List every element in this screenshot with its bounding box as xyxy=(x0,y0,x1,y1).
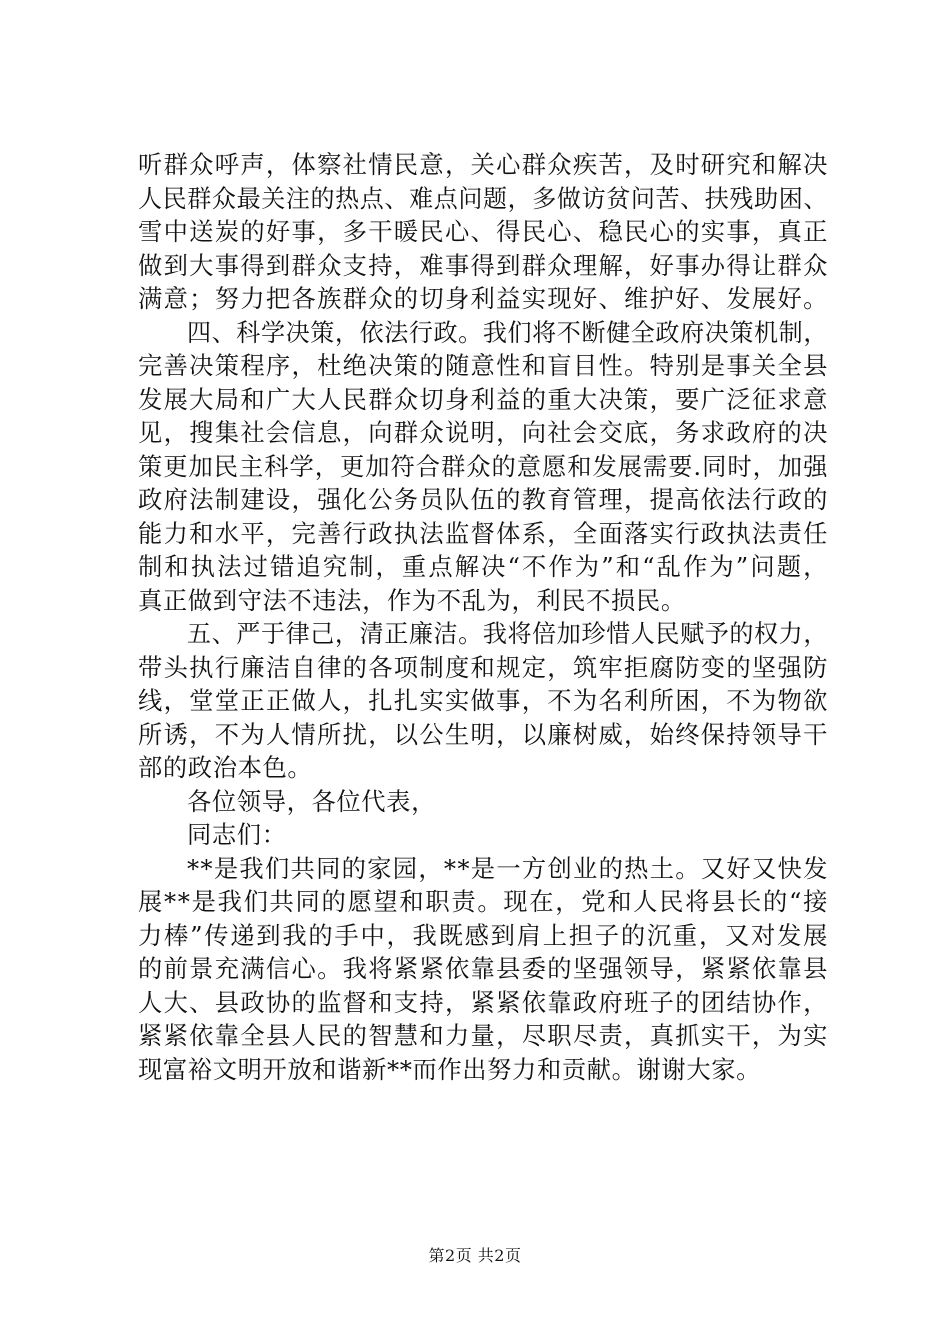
text-line: 见，搜集社会信息，向群众说明，向社会交底，务求政府的决 xyxy=(138,418,829,447)
salutation-line: 同志们： xyxy=(187,820,287,849)
paragraph-start-line: **是我们共同的家园，**是一方创业的热土。又好又快发 xyxy=(187,853,829,883)
text-line: 满意；努力把各族群众的切身利益实现好、维护好、发展好。 xyxy=(138,284,829,313)
text-line: 完善决策程序，杜绝决策的随意性和盲目性。特别是事关全县 xyxy=(138,351,829,380)
text-line: 政府法制建设，强化公务员队伍的教育管理，提高依法行政的 xyxy=(138,485,829,514)
text-line: 听群众呼声，体察社情民意，关心群众疾苦，及时研究和解决 xyxy=(138,150,829,179)
document-body xyxy=(138,148,828,1086)
text-line: 力棒”传递到我的手中，我既感到肩上担子的沉重，又对发展 xyxy=(138,920,830,950)
text-line: 现富裕文明开放和谐新**而作出努力和贡献。谢谢大家。 xyxy=(138,1054,762,1084)
text-line: 策更加民主科学，更加符合群众的意愿和发展需要.同时，加强 xyxy=(138,451,829,481)
text-line: 紧紧依靠全县人民的智慧和力量，尽职尽责，真抓实干，为实 xyxy=(138,1021,829,1050)
text-line: 的前景充满信心。我将紧紧依靠县委的坚强领导，紧紧依靠县 xyxy=(138,954,829,983)
text-line: 发展大局和广大人民群众切身利益的重大决策，要广泛征求意 xyxy=(138,384,829,414)
page-number-footer: 第2页 共2页 xyxy=(428,1246,522,1265)
text-line: 制和执法过错追究制，重点解决“不作为”和“乱作为”问题， xyxy=(138,552,830,581)
text-line: 真正做到守法不违法，作为不乱为，利民不损民。 xyxy=(138,585,686,615)
paragraph-start-line: 四、科学决策，依法行政。我们将不断健全政府决策机制， xyxy=(187,317,828,347)
text-line: 带头执行廉洁自律的各项制度和规定，筑牢拒腐防变的坚强防 xyxy=(138,652,829,682)
text-line: 雪中送炭的好事，多干暖民心、得民心、稳民心的实事，真正 xyxy=(138,217,829,246)
text-line: 所诱，不为人情所扰，以公生明，以廉树威，始终保持领导干 xyxy=(138,719,829,749)
text-line: 线，堂堂正正做人，扎扎实实做事，不为名利所困，不为物欲 xyxy=(138,686,829,715)
text-line: 做到大事得到群众支持，难事得到群众理解，好事办得让群众 xyxy=(138,250,829,280)
text-line: 人大、县政协的监督和支持，紧紧依靠政府班子的团结协作， xyxy=(138,987,829,1017)
text-line: 人民群众最关注的热点、难点问题，多做访贫问苦、扶残助困、 xyxy=(138,183,828,213)
text-line: 展**是我们共同的愿望和职责。现在，党和人民将县长的“接 xyxy=(138,887,830,916)
text-line: 能力和水平，完善行政执法监督体系，全面落实行政执法责任 xyxy=(138,518,829,548)
salutation-line: 各位领导，各位代表， xyxy=(187,786,436,816)
paragraph-start-line: 五、严于律己，清正廉洁。我将倍加珍惜人民赋予的权力， xyxy=(187,619,828,648)
text-line: 部的政治本色。 xyxy=(138,753,313,782)
